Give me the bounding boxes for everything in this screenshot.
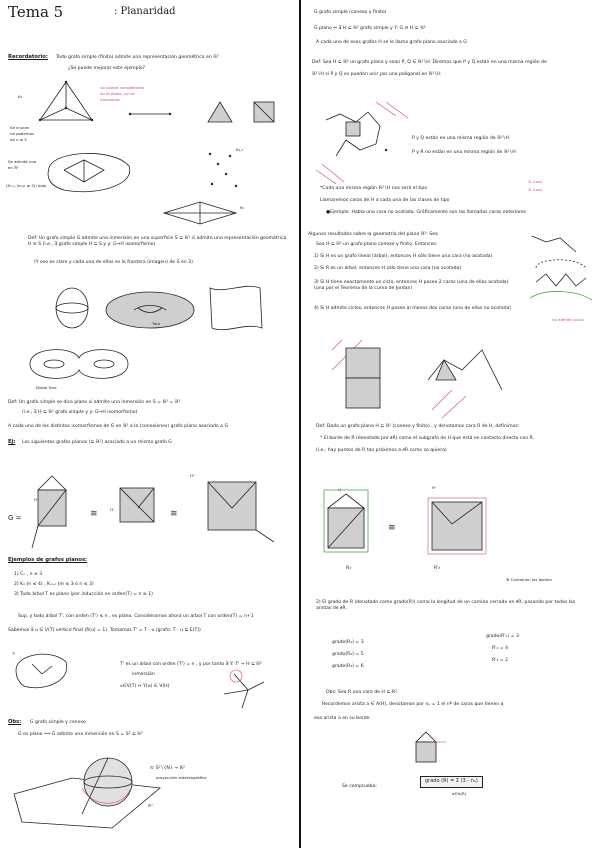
pink-note-3: intersecan (100, 97, 121, 102)
recordatorio-heading: Recordatorio: (8, 54, 48, 60)
result-4: 4) Si H admite ciclos, entonces H posee al menos dos caras (una de ellas no acotada) (314, 306, 512, 311)
g-equals-label: G = (8, 514, 22, 522)
observation-text: G grafo simple y conexo (30, 720, 86, 725)
page-title: Tema 5 (8, 3, 64, 21)
intro-line-2: ¿Se puede mejorar este ejemplo? (68, 66, 146, 71)
tree-proof-3: T' es un árbol con orden (T') = n , y por tanto ∃ Y: T' → H ⊆ ℝ² (120, 662, 262, 667)
h-face-label: H (338, 487, 341, 492)
column-divider (299, 0, 301, 848)
plane-blob-drawing (44, 148, 134, 196)
k33-dots (200, 144, 260, 194)
degree-r2: grado(R₂) = 5 (332, 652, 364, 657)
tree-proof-1: Sup. y todo árbol T', con orden (T') ≤ n , es plano. Consideramos ahora un árbol T con orden(T) = n+1 (18, 614, 254, 619)
toro-label: Toro (152, 321, 160, 326)
region-type-note: *Cada una misma región ℝ²∖H nos será el tipo (320, 186, 428, 191)
r3-label: ℝ³ (148, 803, 153, 808)
simple-graph-line: G grafo simple (conexo y finito) (314, 10, 387, 15)
k4-label: K₄ (18, 94, 23, 99)
tree-proof-5: v∈V(T) ↦ Y(u) ∈ V(H) (120, 684, 170, 689)
planar-example-2: 2) Kₙ (n ≤ 4) , Kₘ,ₙ (m ≤ 3 o n ≤ 3) (14, 582, 94, 587)
observation-equivalence: G es plano ⟺ G admite una inmersión en S = S² ⊆ ℝ³ (18, 732, 143, 737)
r3-face-label: R₃ (346, 566, 352, 571)
svg-text:≅: ≅ (388, 523, 396, 533)
verify-label: Se comprueba: (342, 784, 377, 789)
h-label: H (34, 497, 37, 502)
observation-face-b: Recordemos arista a ∈ A(H), denotamos por nₐ = 1 el nº de caras que tienen a (322, 702, 504, 707)
observation-drawing (412, 730, 452, 770)
planar-example-3: 3) Todo árbol T es plano (por inducción en orden(T) = n ≥ 1) (14, 592, 153, 597)
planar-example-1: 1) Cₙ , n ≥ 3 (14, 572, 43, 577)
faces-example-drawing (332, 340, 532, 424)
definition-planar: Def: Un grafo simple se dice plano si admite una inmersión en S = ℝ² = ℝ³ (8, 400, 181, 405)
observation-face: Obs: Sea R una cara de H ⊆ ℝ² (326, 690, 398, 695)
cara-1-label: ① Cara (528, 179, 542, 184)
k4-note-2: no podemos (10, 131, 34, 136)
region-definition-b: ℝ²∖H si P y Q se pueden unir por una poligonal en ℝ²∖H (312, 72, 441, 77)
tree-t-prime-label: T' (12, 651, 16, 656)
degree-r3: grado(R₃) = 6 (332, 664, 364, 669)
k4-note-3: de n ≥ 5 (10, 137, 27, 142)
k33-label: K₃,₃ (236, 147, 243, 152)
faces-definition: Llamaremos caras de H a cada una de las clases de tipo (320, 198, 450, 203)
double-torus-drawing (24, 342, 134, 386)
double-torus-label: Doble Toro (36, 385, 57, 390)
observation-face-c: esa arista a en su borde (314, 716, 370, 721)
degree-r2-prime: R'₂ = 4 (492, 646, 508, 651)
result-3: 3) Si H tiene exactamente un ciclo, entonces H posee 2 caras (una de ellas acotada) (una por el Teorema de la curva de Jordan) (314, 280, 509, 291)
pink-note-1: no puede considerarse (100, 85, 145, 90)
right-column (302, 0, 599, 848)
tree-extension-drawing (214, 664, 274, 714)
tree-proof-4: inmersión (132, 672, 155, 677)
projection-caption: proyección estereográfica (156, 775, 207, 780)
plane-note-1: Se admite una (8, 159, 37, 164)
results-hypothesis: Sea H ⊆ ℝ² un grafo plano conexo y finito. Entonces: (316, 242, 438, 247)
border-definition: Def: Dado un grafo plano H ⊆ ℝ² (conexo y finito) , y denotamos cara R de H, definimos: (316, 424, 520, 429)
results-side-drawing (526, 228, 596, 328)
degree-formula: grado (R) = Σ (3 - nₐ) (420, 776, 483, 788)
degree-r3-prime: R'₃ = 2 (492, 658, 508, 663)
isomorphic-graphs-drawing (30, 468, 290, 560)
result-2: 2) Si R es un árbol, entonces H sólo tiene una cara (no acotada) (314, 266, 462, 271)
observation-heading: Obs: (8, 719, 22, 725)
pr-different-region: P y R no están en una misma región de ℝ²∖H (412, 150, 516, 155)
face-degree-drawing (322, 487, 492, 562)
planar-equivalence: G plano ⇔ ∃ H ⊆ ℝ² grafo simple y Y: G ≅ H ⊆ ℝ² (314, 26, 426, 31)
pink-note-2: en el plano, no se (100, 91, 135, 96)
example-heading: Ej: (8, 439, 16, 445)
small-graph-figures (120, 100, 280, 126)
h-prime-label: H' (110, 507, 114, 512)
region-definition: Def: Sea H ⊆ ℝ² un grafo plano y sean P, Q ∈ ℝ²∖H. Diremos que P y Q están en una misma región de (312, 60, 547, 65)
surfaces-drawing (50, 280, 290, 340)
external-face-note: no admite ciclos (552, 317, 584, 322)
definition-planar-b: (i.e., ∃ H ⊆ ℝ² grafo simple y y: G→H isomorfismo) (22, 410, 138, 415)
cara-2-label: ② Cara (528, 187, 542, 192)
k4-note-1: Se cruzan (10, 125, 30, 130)
k5-label: K₅ (240, 205, 245, 210)
contain-borders-note: ⑧ Contienen los bordes (506, 577, 552, 582)
projection-map: π: S²∖{N} → ℝ² (150, 766, 185, 771)
faces-example: ●Ejemplo: Había una cara no acotada. Gráficamente son las llamadas caras exteriores (326, 210, 526, 215)
knm-label: (Kₘ,ₙ (m,n ≥ 3)) bajo (6, 183, 47, 188)
definition-immersion-note: (Y eso es claro y cada una de ellas es la frontera (imagen) de S en 3) (34, 260, 193, 265)
results-intro: Algunos resultados sobre la geometría del plano ℝ²: Sea (308, 232, 438, 237)
tree-proof-2: Sabemos ∃ u ∈ V(T) vértice final (δ(u) = 1). Tomamos T' = T - u (grafo: T - u ⊆ E(T)) (8, 628, 201, 633)
tree-blob-drawing (12, 648, 72, 692)
degree-r1-prime: grado(R'₁) = 3 (486, 634, 519, 639)
r3-prime-face-label: R'₃ (434, 566, 441, 571)
svg-text:≅: ≅ (170, 509, 178, 519)
page-subtitle: : Planaridad (114, 6, 176, 17)
k4-drawing (36, 80, 96, 128)
degree-r1: grado(R₁) = 3 (332, 640, 364, 645)
result-1: 1) Si H es un grafo lineal (árbol), entonces H sólo tiene una cara (no acotada) (314, 254, 493, 259)
definition-immersion: Def: Un grafo simple G admite una inmersión en una superficie S ⊆ ℝ³ si admite una representación geométrica H ≅ S (i.e., ∃ grafo simple H ⊆ S y y: G→H isomorfismo) (28, 236, 287, 247)
svg-text:≅: ≅ (90, 509, 98, 519)
intro-line-1: Todo grafo simple (finito) admite una representación geométrica en ℝ³ (56, 55, 219, 60)
degree-definition: 2) El grado de R (denotado como grado(R)) como la longitud de un camino cerrado en ∂R, pasando por todas las aristas de ∂R. (316, 600, 576, 611)
region-graph-drawing (316, 100, 412, 184)
plane-note-2: en ℝ² (8, 165, 19, 170)
left-column (0, 0, 298, 848)
h-double-prime-label: H'' (190, 473, 196, 478)
associated-planar-note: A cada uno de esos grafos H se le llama grafo plano asociado a G (316, 40, 467, 45)
example-text: Los siguientes grafos planos (⊆ ℝ²) asociado a un mismo grafo G (22, 440, 172, 445)
border-text-b: (i.e., hay puntos de R tan próximos a ∂R como se quiera) (316, 448, 447, 453)
definition-planar-c: A cada uno de los distintos isomorfismos de G en ℝ² a la (conexiones) grafo plano asociado a G (8, 424, 229, 429)
stereographic-projection-drawing (12, 748, 162, 830)
k5-drawing (160, 200, 240, 226)
pq-same-region: P y Q están en una misma región de ℝ²∖H (412, 136, 509, 141)
degree-formula-sub: a∈A(R) (452, 791, 467, 796)
border-text: * El borde de R (denotado por ∂R) como el subgrafo de H que está en contacto directo con R. (320, 436, 535, 441)
planar-examples-heading: Ejemplos de grafos planos: (8, 557, 88, 563)
h-prime-face-label: H' (432, 485, 436, 490)
